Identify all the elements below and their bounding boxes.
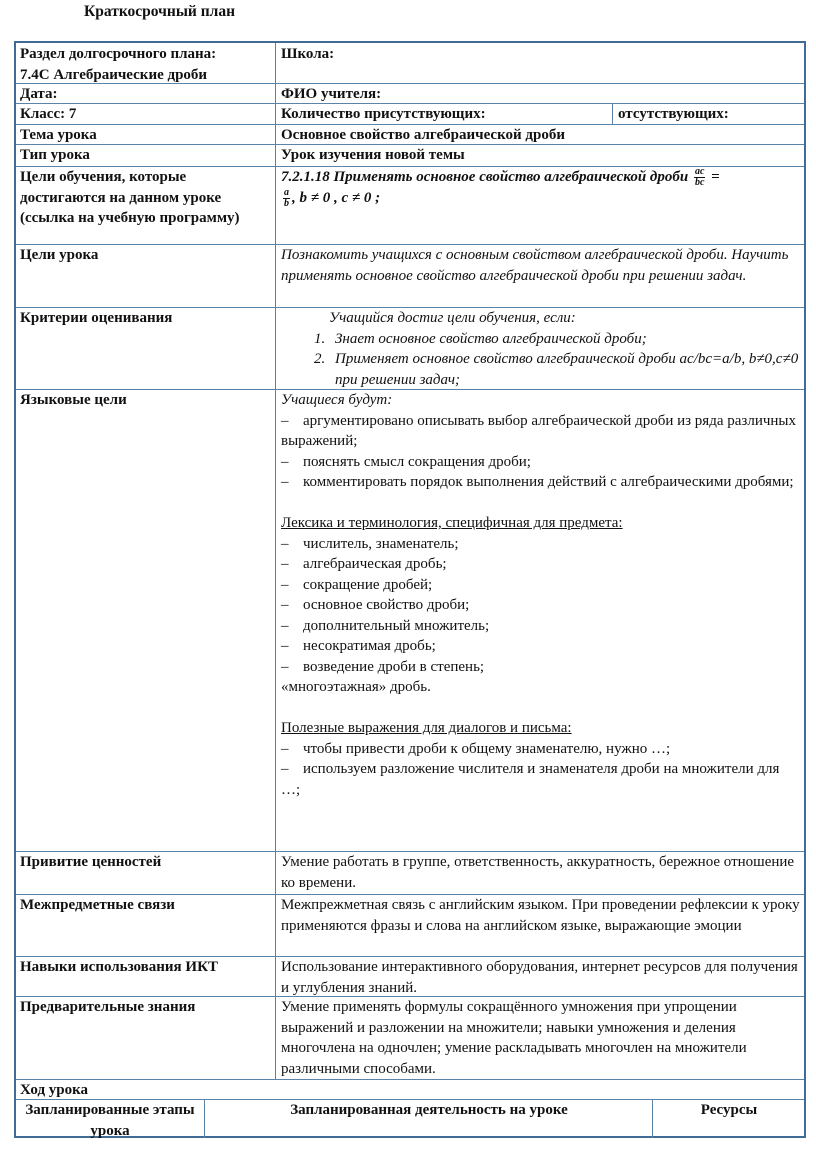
type-value: Урок изучения новой темы <box>281 147 465 163</box>
fraction-a-b <box>283 188 290 209</box>
dash-bullet: – <box>281 556 289 572</box>
topic-value: Основное свойство алгебраической дроби <box>281 127 565 143</box>
values-value: Умение работать в группе, ответственность, аккуратность, бережное отношение ко времени. <box>281 854 795 891</box>
criteria-label: Критерии оценивания <box>20 310 173 326</box>
values-label: Привитие ценностей <box>20 854 162 870</box>
column-divider <box>652 1099 653 1138</box>
ict-value: Использование интерактивного оборудования, интернет ресурсов для получения и углубления знаний. <box>281 959 798 996</box>
vocab-item: – числитель, знаменатель; <box>281 534 800 555</box>
present-label: Количество присутствующих: <box>281 106 486 122</box>
dash-bullet: – <box>281 617 289 634</box>
topic-label: Тема урока <box>20 127 97 143</box>
dash-bullet: – <box>281 658 289 675</box>
school-cell <box>277 43 804 65</box>
learning-goal-text: 7.2.1.18 Применять основное свойство алгебраической дроби <box>281 169 689 185</box>
dash-bullet: – <box>281 638 289 654</box>
teacher-label: ФИО учителя: <box>281 86 382 102</box>
type-label: Тип урока <box>20 147 90 163</box>
cross-curricular-label: Межпредметные связи <box>20 897 175 913</box>
document-title: Краткосрочный план <box>84 3 236 20</box>
learning-goals-value <box>277 166 804 209</box>
dash-bullet: – <box>281 474 289 490</box>
lesson-goals-label: Цели урока <box>20 247 99 263</box>
vocab-item: – несократимая дробь; <box>281 636 800 657</box>
fraction-denominator: bc <box>694 177 705 189</box>
dash-bullet: – <box>281 761 289 777</box>
lesson-flow-heading: Ход урока <box>20 1082 89 1098</box>
column-header-activities: Запланированная деятельность на уроке <box>290 1102 568 1118</box>
absent-label: отсутствующих: <box>618 106 729 122</box>
prior-knowledge-label: Предварительные знания <box>20 999 196 1015</box>
phrase-item: – чтобы привести дроби к общему знаменателю, нужно …; <box>281 739 800 760</box>
dash-bullet: – <box>281 412 289 429</box>
dash-bullet: – <box>281 740 289 757</box>
lesson-goals-value: Познакомить учащихся с основным свойством алгебраической дроби. Научить применять основное свойство алгебраической дроби при решении задач. <box>281 247 789 284</box>
language-goals-intro: Учащиеся будут: <box>281 392 393 408</box>
vocab-item: – сокращение дробей; <box>281 575 800 596</box>
phrase-item: – используем разложение числителя и знаменателя дроби на множители для …; <box>281 761 780 798</box>
cross-curricular-value: Межпрежметная связь с английским языком. При проведении рефлексии к уроку применяются фразы и слова на английском языке, выражающие эмоции <box>281 897 800 934</box>
vocab-item: – возведение дроби в степень; <box>281 657 800 678</box>
fraction-ac-bc <box>694 167 705 188</box>
language-goals-value <box>277 389 804 800</box>
criteria-intro: Учащийся достиг цели обучения, если: <box>329 310 576 326</box>
dash-bullet: – <box>281 597 289 613</box>
dash-bullet: – <box>281 576 289 593</box>
school-label: Школа: <box>281 46 335 62</box>
prior-knowledge-value: Умение применять формулы сокращённого умножения при упрощении выражений и разложении на множители; навыки умножения и деления многочлена на одночлен; умение раскладывать многочлен на множители различными способами. <box>281 999 747 1077</box>
learning-goal-conditions: , b ≠ 0 , c ≠ 0 ; <box>292 190 381 207</box>
column-divider <box>204 1099 205 1138</box>
equals-sign: = <box>711 169 720 185</box>
vocab-item: – алгебраическая дробь; <box>281 554 800 575</box>
section-label: Раздел долгосрочного плана: <box>20 46 217 62</box>
dash-bullet: – <box>281 453 289 470</box>
language-goal-item: – аргументировано описывать выбор алгебраической дроби из ряда различных выражений; <box>281 412 796 449</box>
learning-goals-label: Цели обучения, которые достигаются на данном уроке (ссылка на учебную программу) <box>20 169 240 226</box>
criteria-list <box>281 329 800 391</box>
vocab-item: – дополнительный множитель; <box>281 616 800 637</box>
date-label: Дата: <box>20 86 58 102</box>
criteria-item: 1. Знает основное свойство алгебраической дроби; <box>329 329 800 350</box>
column-header-stages: Запланированные этапы урока <box>25 1102 195 1139</box>
phrases-heading: Полезные выражения для диалогов и письма: <box>281 720 572 736</box>
vocab-tail: «многоэтажная» дробь. <box>281 679 431 695</box>
vocab-item: – основное свойство дроби; <box>281 595 800 616</box>
class-label: Класс: 7 <box>20 106 77 122</box>
section-value: 7.4С Алгебраические дроби <box>20 66 208 83</box>
criteria-item: 2. Применяет основное свойство алгебраической дроби ac/bc=a/b, b≠0,c≠0 при решении задач; <box>329 349 800 390</box>
fraction-numerator: ac <box>694 166 705 178</box>
section-cell <box>16 43 275 85</box>
language-goal-item: – пояснять смысл сокращения дроби; <box>281 452 800 473</box>
fraction-numerator: a <box>284 187 289 199</box>
ict-label: Навыки использования ИКТ <box>20 959 218 975</box>
lesson-plan-table <box>14 41 806 1138</box>
fraction-denominator: b <box>284 198 289 210</box>
column-divider <box>275 43 276 1079</box>
vocab-heading: Лексика и терминология, специфичная для предмета: <box>281 515 623 531</box>
criteria-value <box>277 307 804 390</box>
language-goals-label: Языковые цели <box>20 392 127 408</box>
column-divider <box>612 103 613 124</box>
column-header-resources: Ресурсы <box>700 1102 758 1118</box>
dash-bullet: – <box>281 535 289 552</box>
language-goal-item: – комментировать порядок выполнения действий с алгебраическими дробями; <box>281 472 800 493</box>
